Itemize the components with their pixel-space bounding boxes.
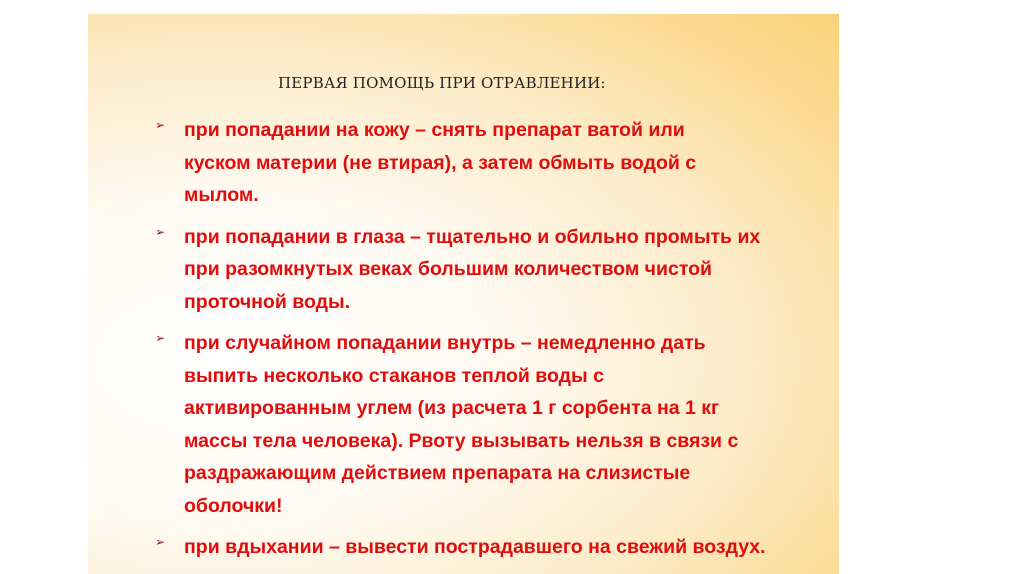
- list-item-text-line: массы тела человека). Рвоту вызывать нельзя в связи с: [184, 429, 739, 452]
- list-item-text-line: выпить несколько стаканов теплой воды с: [184, 364, 604, 387]
- list-item-text-line: куском материи (не втирая), а затем обмыть водой с: [184, 151, 697, 174]
- list-item-text-line: при попадании на кожу – снять препарат ватой или: [184, 119, 685, 141]
- arrow-bullet-icon: ➢: [155, 224, 166, 239]
- list-item-text-line: раздражающим действием препарата на слизистые: [184, 462, 691, 484]
- list-item: [88, 327, 766, 522]
- bullet-list: [88, 114, 766, 573]
- arrow-bullet-icon: ➢: [155, 331, 166, 345]
- list-item: [88, 531, 766, 564]
- list-item-text-line: при разомкнутых веках большим количеством чистой: [184, 258, 713, 280]
- arrow-bullet-icon: ➢: [155, 535, 166, 549]
- list-item-text-line: при случайном попадании внутрь – немедленно дать: [184, 332, 706, 354]
- list-item-text-line: мылом.: [184, 184, 259, 206]
- list-item: [88, 114, 766, 212]
- list-item-text-line: при вдыхании – вывести пострадавшего на свежий воздух.: [184, 536, 766, 558]
- list-item: [88, 221, 766, 319]
- list-item-text-line: проточной воды.: [184, 290, 351, 313]
- list-item-text-line: активированным углем (из расчета 1 г сорбента на 1 кг: [184, 397, 720, 419]
- slide: [88, 14, 839, 574]
- slide-title: ПЕРВАЯ ПОМОЩЬ ПРИ ОТРАВЛЕНИИ:: [278, 74, 606, 92]
- list-item-text-line: при попадании в глаза – тщательно и обильно промыть их: [184, 225, 761, 248]
- arrow-bullet-icon: ➢: [155, 118, 166, 132]
- list-item-text-line: оболочки!: [184, 494, 283, 517]
